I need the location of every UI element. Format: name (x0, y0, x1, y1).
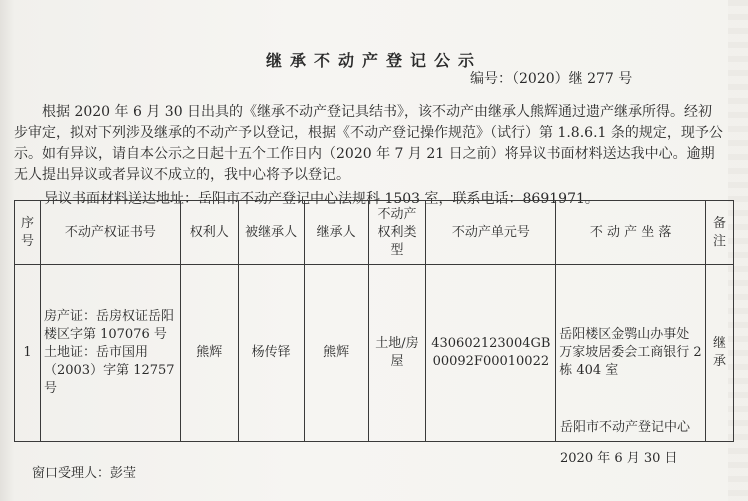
header-decedent: 被继承人 (238, 201, 304, 265)
header-remark: 备注 (705, 201, 733, 265)
cell-remark: 继承 (705, 265, 733, 442)
cell-cert-no (40, 265, 180, 442)
header-unit-no: 不动产单元号 (426, 201, 556, 265)
header-location: 不 动 产 坐 落 (556, 201, 706, 265)
header-cert-no: 不动产权证书号 (40, 201, 180, 265)
objection-address: 异议书面材料送达地址：岳阳市不动产登记中心法规科 1503 室，联系电话：8691971。 (44, 191, 599, 207)
window-clerk: 窗口受理人：彭莹 (32, 466, 137, 481)
registration-table (14, 200, 734, 442)
cell-heir: 熊辉 (304, 265, 368, 442)
table-row (15, 265, 734, 442)
cell-location: 岳阳楼区金鹗山办事处万家坡居委会工商银行 2 栋 404 室 (556, 265, 706, 442)
document-number: 编号：（2020）继 277 号 (470, 71, 633, 87)
header-seq: 序号 (15, 201, 41, 265)
header-heir: 继承人 (304, 201, 368, 265)
cert-house: 房产证：岳房权证岳阳楼区字第 107076 号 (43, 309, 174, 342)
table-header-row (15, 201, 734, 265)
cell-decedent: 杨传铎 (238, 265, 304, 442)
cert-land: 土地证：岳市国用（2003）字第 12757 号 (43, 345, 175, 396)
issue-date: 2020 年 6 月 30 日 (560, 451, 678, 466)
cell-unit-no: 430602123004GB00092F00010022 (426, 265, 556, 442)
header-owner: 权利人 (180, 201, 238, 265)
scan-edge-left (0, 0, 14, 501)
header-right-type: 不动产权利类型 (368, 201, 426, 265)
cell-seq: 1 (15, 265, 41, 442)
notice-body: 根据 2020 年 6 月 30 日出具的《继承不动产登记具结书》，该不动产由继承人熊辉通过遗产继承所得。经初步审定，拟对下列涉及继承的不动产予以登记，根据《不动产登记操作规范》（试行）第 1.8.6.1 条的规定，现予公示。如有异议，请自本公示之日起十五个工作日内（2020 年 7 月 21 日之前）将异议书面材料送达我中心。逾期无人提出异议或者异议不成立的，我中心将予以登记。 (14, 104, 723, 183)
cell-owner: 熊辉 (180, 265, 238, 442)
issuing-organization: 岳阳市不动产登记中心 (560, 420, 691, 435)
notice-title: 继承不动产登记公示 (265, 51, 482, 70)
cell-right-type: 土地/房屋 (368, 265, 426, 442)
